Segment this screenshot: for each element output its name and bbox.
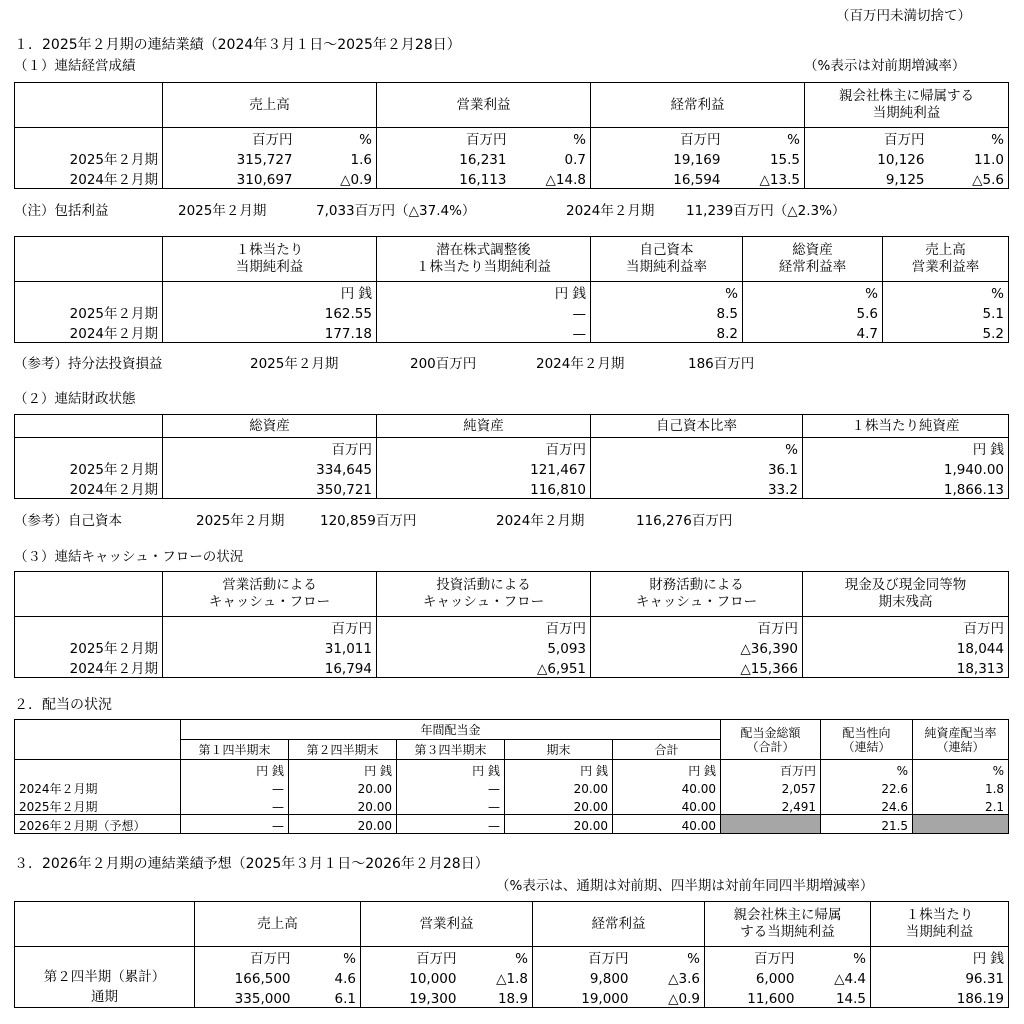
data-cell: 5.1 [883, 302, 1009, 322]
data-cell: △15,366 [591, 657, 803, 678]
header-operating-margin: 売上高 営業利益率 [883, 237, 1009, 282]
data-cell: 15.5 [769, 152, 800, 168]
data-cell: 2.1 [913, 796, 1009, 815]
unit-cell: % [591, 282, 743, 303]
data-cell: 40.00 [613, 796, 721, 815]
data-cell: — [397, 778, 505, 796]
data-cell: 96.31 [871, 967, 1009, 987]
data-cell: △4.4 [834, 971, 866, 987]
cash-flow-table [14, 571, 1009, 678]
data-cell: 20.00 [289, 815, 397, 834]
data-cell: 4.7 [743, 322, 883, 343]
data-cell: 186.19 [871, 987, 1009, 1008]
data-cell: 0.7 [564, 152, 586, 168]
row-label: 2025年２月期 [15, 796, 181, 815]
header-diluted-eps: 潜在株式調整後 １株当たり当期純利益 [377, 237, 591, 282]
unit-cell: 円 銭 [871, 947, 1009, 968]
sub1-note: （%表示は対前期増減率） [804, 58, 966, 74]
unit-cell: 円 銭 [163, 282, 377, 303]
data-cell: △0.9 [297, 168, 377, 189]
unit-cell: % [853, 951, 866, 967]
row-label: 2026年２月期（予想） [15, 815, 181, 834]
forecast-table [14, 901, 1009, 1008]
unit-cell: 百万円 [377, 617, 591, 638]
unit-cell: 百万円 [533, 947, 633, 968]
row-label: 通期 [15, 987, 195, 1008]
data-cell: 20.00 [289, 778, 397, 796]
header-net-assets: 純資産 [377, 415, 591, 438]
data-cell: 310,697 [163, 168, 297, 189]
unit-row-label [15, 760, 181, 779]
data-cell: — [397, 796, 505, 815]
unit-cell: 円 銭 [613, 760, 721, 779]
data-cell: 2,057 [721, 778, 821, 796]
unit-row-label [15, 128, 163, 149]
comprehensive-value: 7,033百万円（△37.4%） [316, 203, 476, 219]
equity-method-period: 2025年２月期 [250, 356, 339, 372]
unit-cell: 百万円 [803, 617, 1009, 638]
row-label: 2025年２月期 [15, 302, 163, 322]
sub2-title: （２）連結財政状態 [14, 391, 136, 407]
data-cell: — [181, 815, 289, 834]
data-cell: 5.6 [743, 302, 883, 322]
header-sales: 売上高 [195, 902, 361, 947]
data-cell: 10,000 [361, 967, 461, 987]
section3-title: ３．2026年２月期の連結業績予想（2025年３月１日～2026年２月28日） [14, 856, 489, 872]
data-cell: 19,000 [533, 987, 633, 1008]
data-cell: 10,126 [805, 148, 929, 168]
data-cell: 334,645 [163, 458, 377, 478]
unit-row-label [15, 947, 195, 968]
unit-cell: 百万円 [377, 128, 511, 149]
equity-ref-value: 116,276百万円 [636, 513, 733, 529]
equity-ref-period: 2024年２月期 [496, 513, 585, 529]
data-cell: 31,011 [163, 637, 377, 657]
unit-cell: % [821, 760, 913, 779]
corner-cell [15, 415, 163, 438]
unit-cell: 百万円 [163, 438, 377, 459]
unit-cell: 百万円 [195, 947, 295, 968]
header-roa: 総資産 経常利益率 [743, 237, 883, 282]
data-cell: 16,794 [163, 657, 377, 678]
data-cell: △5.6 [929, 168, 1009, 189]
data-cell: 36.1 [591, 458, 803, 478]
data-cell: △0.9 [633, 987, 705, 1008]
data-cell: 18,044 [803, 637, 1009, 657]
header-operating-income: 営業利益 [361, 902, 533, 947]
data-cell: 5,093 [377, 637, 591, 657]
row-label: 2024年２月期 [15, 168, 163, 189]
unit-cell: % [929, 128, 1009, 149]
unit-cell: 百万円 [805, 128, 929, 149]
dividends-table [14, 719, 1009, 834]
data-cell: — [377, 322, 591, 343]
header-cash-balance: 現金及び現金同等物 期末残高 [803, 572, 1009, 617]
header-eps: １株当たり 当期純利益 [163, 237, 377, 282]
operating-results-table [14, 82, 1009, 189]
data-cell: — [377, 302, 591, 322]
data-cell: 6.1 [295, 987, 361, 1008]
unit-cell: % [743, 282, 883, 303]
data-cell: 20.00 [289, 796, 397, 815]
unit-cell: 円 銭 [181, 760, 289, 779]
comprehensive-value: 11,239百万円（△2.3%） [686, 203, 846, 219]
data-cell: △36,390 [591, 637, 803, 657]
row-label: 2025年２月期 [15, 148, 163, 168]
row-label: 2024年２月期 [15, 778, 181, 796]
unit-cell: 円 銭 [289, 760, 397, 779]
unit-cell: 円 銭 [803, 438, 1009, 459]
equity-method-value: 200百万円 [410, 356, 477, 372]
data-cell: 1.8 [913, 778, 1009, 796]
unit-cell: 百万円 [705, 947, 799, 968]
data-cell: 24.6 [821, 796, 913, 815]
unit-cell: 百万円 [591, 128, 725, 149]
unit-cell: 円 銭 [397, 760, 505, 779]
unit-cell: % [591, 438, 803, 459]
data-cell: 18,313 [803, 657, 1009, 678]
data-cell: 116,810 [377, 478, 591, 499]
financial-position-table [14, 414, 1009, 499]
header-year-end: 期末 [505, 740, 613, 760]
row-label: 2024年２月期 [15, 478, 163, 499]
unit-cell: 百万円 [163, 128, 297, 149]
data-cell: 21.5 [821, 815, 913, 834]
header-investing-cf: 投資活動による キャッシュ・フロー [377, 572, 591, 617]
unit-cell: % [343, 951, 356, 967]
unit-cell: % [573, 132, 586, 148]
header-bps: １株当たり純資産 [803, 415, 1009, 438]
data-cell-shaded [721, 815, 821, 834]
row-label: 2025年２月期 [15, 458, 163, 478]
sub3-title: （３）連結キャッシュ・フローの状況 [14, 549, 244, 565]
data-cell: 5.2 [883, 322, 1009, 343]
data-cell: △6,951 [377, 657, 591, 678]
unit-row-label [15, 282, 163, 303]
header-ordinary-income: 経常利益 [533, 902, 705, 947]
corner-cell [15, 572, 163, 617]
data-cell: △13.5 [725, 168, 805, 189]
unit-cell: % [515, 951, 528, 967]
header-financing-cf: 財務活動による キャッシュ・フロー [591, 572, 803, 617]
header-operating-income: 営業利益 [377, 83, 591, 128]
data-cell: 9,800 [533, 967, 633, 987]
data-cell: 1,866.13 [803, 478, 1009, 499]
header-operating-cf: 営業活動による キャッシュ・フロー [163, 572, 377, 617]
equity-ref-value: 120,859百万円 [320, 513, 417, 529]
header-annual-dividend: 年間配当金 [181, 720, 721, 740]
row-label: 2025年２月期 [15, 637, 163, 657]
data-cell: 40.00 [613, 778, 721, 796]
data-cell: — [181, 778, 289, 796]
row-label: 2024年２月期 [15, 322, 163, 343]
unit-cell: 百万円 [591, 617, 803, 638]
unit-cell: 百万円 [361, 947, 461, 968]
header-q3: 第３四半期末 [397, 740, 505, 760]
unit-cell: % [883, 282, 1009, 303]
equity-method-value: 186百万円 [688, 356, 755, 372]
unit-cell: 円 銭 [505, 760, 613, 779]
corner-cell [15, 237, 163, 282]
data-cell: 18.9 [461, 987, 533, 1008]
data-cell: 121,467 [377, 458, 591, 478]
equity-method-period: 2024年２月期 [536, 356, 625, 372]
section3-note: （%表示は、通期は対前期、四半期は対前年同四半期増減率） [496, 878, 874, 894]
data-cell: 16,231 [377, 148, 511, 168]
corner-cell [15, 720, 181, 760]
header-doe: 純資産配当率 （連結） [913, 720, 1009, 760]
data-cell: 8.2 [591, 322, 743, 343]
data-cell: 350,721 [163, 478, 377, 499]
data-cell: 9,125 [805, 168, 929, 189]
data-cell: 8.5 [591, 302, 743, 322]
unit-cell: 百万円 [377, 438, 591, 459]
data-cell: 33.2 [591, 478, 803, 499]
section2-title: ２．配当の状況 [14, 697, 112, 713]
header-net-income-2: 当期純利益 [805, 105, 1009, 128]
comprehensive-period: 2024年２月期 [566, 203, 655, 219]
eps-ratios-table [14, 236, 1009, 343]
data-cell: 1,940.00 [803, 458, 1009, 478]
data-cell: 335,000 [195, 987, 295, 1008]
comprehensive-period: 2025年２月期 [178, 203, 267, 219]
data-cell: 16,113 [377, 168, 511, 189]
header-sales: 売上高 [163, 83, 377, 128]
data-cell: 11,600 [705, 987, 799, 1008]
data-cell-shaded [913, 815, 1009, 834]
row-label: 第２四半期（累計） [15, 967, 195, 987]
equity-method-label: （参考）持分法投資損益 [14, 356, 163, 372]
header-q2: 第２四半期末 [289, 740, 397, 760]
data-cell: △14.8 [511, 168, 591, 189]
data-cell: 20.00 [505, 778, 613, 796]
equity-ref-period: 2025年２月期 [196, 513, 285, 529]
unit-cell: % [687, 951, 700, 967]
data-cell: — [181, 796, 289, 815]
data-cell: △1.8 [496, 971, 528, 987]
unit-note: （百万円未満切捨て） [836, 8, 971, 24]
data-cell: 19,300 [361, 987, 461, 1008]
unit-cell: % [359, 132, 372, 148]
unit-cell: 百万円 [163, 617, 377, 638]
header-total-assets: 総資産 [163, 415, 377, 438]
header-total: 合計 [613, 740, 721, 760]
data-cell: 315,727 [163, 148, 297, 168]
data-cell: 4.6 [334, 971, 356, 987]
unit-cell: 円 銭 [377, 282, 591, 303]
data-cell: 19,169 [591, 148, 725, 168]
equity-ref-label: （参考）自己資本 [14, 513, 122, 529]
data-cell: 1.6 [350, 152, 372, 168]
header-eps: １株当たり 当期純利益 [871, 902, 1009, 947]
data-cell: 6,000 [705, 967, 799, 987]
data-cell: 20.00 [505, 796, 613, 815]
header-equity-ratio: 自己資本比率 [591, 415, 803, 438]
comprehensive-label: （注）包括利益 [14, 203, 109, 219]
header-net-income: 親会社株主に帰属 する当期純利益 [705, 902, 871, 947]
data-cell: 22.6 [821, 778, 913, 796]
sub1-title: （１）連結経営成績 [14, 58, 136, 74]
data-cell: 2,491 [721, 796, 821, 815]
data-cell: — [397, 815, 505, 834]
unit-cell: % [913, 760, 1009, 779]
section1-title: １．2025年２月期の連結業績（2024年３月１日～2025年２月28日） [14, 37, 461, 53]
data-cell: 162.55 [163, 302, 377, 322]
data-cell: 16,594 [591, 168, 725, 189]
header-ordinary-income: 経常利益 [591, 83, 805, 128]
data-cell: 20.00 [505, 815, 613, 834]
data-cell: 166,500 [195, 967, 295, 987]
header-net-income-1: 親会社株主に帰属する [805, 83, 1009, 106]
row-label: 2024年２月期 [15, 657, 163, 678]
data-cell: 11.0 [929, 148, 1009, 168]
data-cell: 40.00 [613, 815, 721, 834]
header-payout-ratio: 配当性向 （連結） [821, 720, 913, 760]
data-cell: 14.5 [799, 987, 871, 1008]
data-cell: △3.6 [668, 971, 700, 987]
corner-cell [15, 902, 195, 947]
unit-cell: 百万円 [721, 760, 821, 779]
header-total-dividend: 配当金総額 （合計） [721, 720, 821, 760]
header-q1: 第１四半期末 [181, 740, 289, 760]
unit-cell: % [787, 132, 800, 148]
unit-row-label [15, 617, 163, 638]
header-roe: 自己資本 当期純利益率 [591, 237, 743, 282]
unit-row-label [15, 438, 163, 459]
corner-cell [15, 83, 163, 128]
data-cell: 177.18 [163, 322, 377, 343]
